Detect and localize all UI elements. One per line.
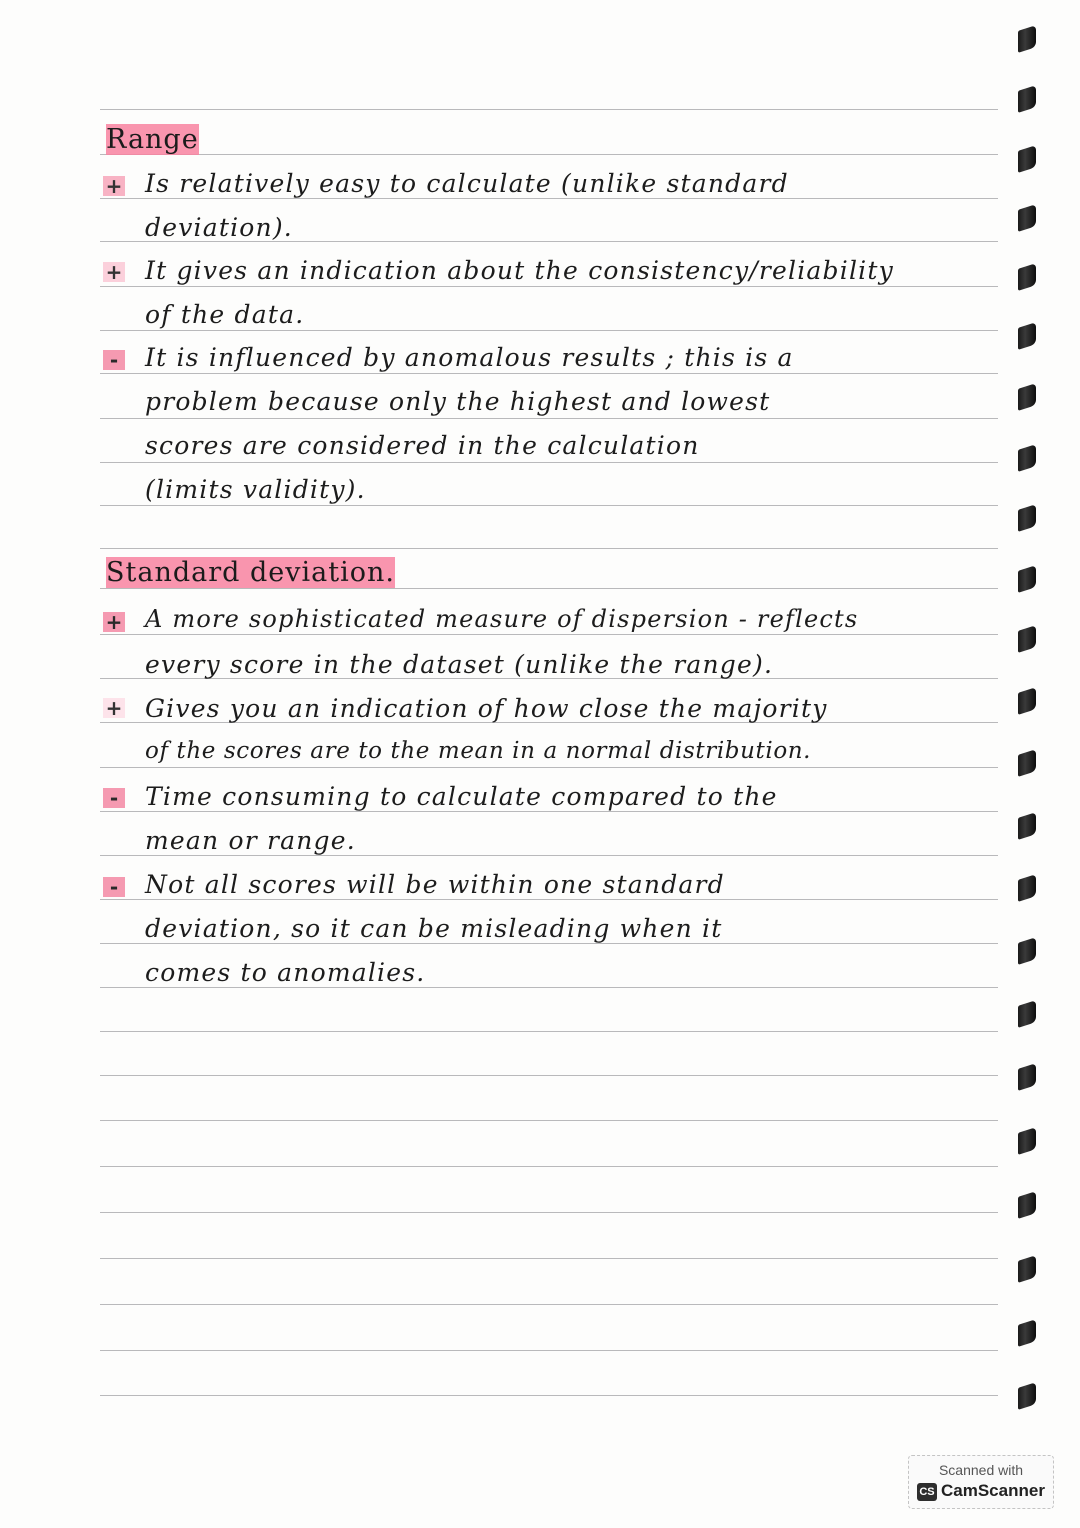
bullet-line: deviation, so it can be misleading when it	[145, 914, 723, 943]
rule-line	[100, 462, 998, 463]
bullet-line: mean or range.	[145, 826, 356, 855]
rule-line	[100, 373, 998, 374]
rule-line	[100, 1258, 998, 1259]
plus-marker: +	[103, 262, 125, 282]
minus-marker: -	[103, 877, 125, 897]
rule-line	[100, 1212, 998, 1213]
bullet-line: of the scores are to the mean in a normal distribution.	[145, 738, 812, 764]
scanner-watermark	[908, 1455, 1054, 1509]
rule-line	[100, 198, 998, 199]
bullet-line: It gives an indication about the consistency/reliability	[145, 256, 894, 285]
rule-line	[100, 330, 998, 331]
spiral-ring	[1018, 85, 1036, 113]
spiral-ring	[1018, 263, 1036, 291]
watermark-caption: Scanned with	[938, 1462, 1024, 1478]
spiral-ring	[1018, 749, 1036, 777]
bullet-line: It is influenced by anomalous results ; this is a	[145, 343, 794, 372]
rule-line	[100, 1120, 998, 1121]
spiral-ring	[1018, 1000, 1036, 1028]
bullet-line: Gives you an indication of how close the majority	[145, 694, 828, 723]
rule-line	[100, 767, 998, 768]
bullet-line: Is relatively easy to calculate (unlike standard	[145, 169, 789, 198]
spiral-ring	[1018, 444, 1036, 472]
spiral-ring	[1018, 565, 1036, 593]
bullet-line: deviation).	[145, 213, 293, 242]
camscanner-logo-icon: CS	[917, 1483, 937, 1501]
rule-line	[100, 418, 998, 419]
minus-marker: -	[103, 350, 125, 370]
plus-marker: +	[103, 698, 125, 718]
plus-marker: +	[103, 612, 125, 632]
rule-line	[100, 505, 998, 506]
plus-marker: +	[103, 176, 125, 196]
rule-line	[100, 943, 998, 944]
rule-line	[100, 899, 998, 900]
bullet-line: Time consuming to calculate compared to the	[145, 782, 778, 811]
heading-text: Standard deviation.	[106, 557, 395, 588]
bullet-line: Not all scores will be within one standard	[145, 870, 725, 899]
spiral-ring	[1018, 937, 1036, 965]
spiral-ring	[1018, 1063, 1036, 1091]
spiral-ring	[1018, 1127, 1036, 1155]
spiral-ring	[1018, 1255, 1036, 1283]
section-heading	[102, 557, 399, 588]
spiral-ring	[1018, 812, 1036, 840]
rule-line	[100, 109, 998, 110]
spiral-ring	[1018, 625, 1036, 653]
rule-line	[100, 286, 998, 287]
spiral-ring	[1018, 1191, 1036, 1219]
spiral-ring	[1018, 145, 1036, 173]
minus-marker: -	[103, 788, 125, 808]
rule-line	[100, 1031, 998, 1032]
bullet-line: of the data.	[145, 300, 305, 329]
spiral-ring	[1018, 1319, 1036, 1347]
rule-line	[100, 548, 998, 549]
rule-line	[100, 1350, 998, 1351]
bullet-line: (limits validity).	[145, 475, 366, 504]
rule-line	[100, 1075, 998, 1076]
heading-text: Range	[106, 124, 199, 155]
spiral-ring	[1018, 322, 1036, 350]
rule-line	[100, 811, 998, 812]
rule-line	[100, 987, 998, 988]
spiral-ring	[1018, 504, 1036, 532]
rule-line	[100, 1304, 998, 1305]
rule-line	[100, 588, 998, 589]
spiral-ring	[1018, 874, 1036, 902]
spiral-ring	[1018, 25, 1036, 53]
rule-line	[100, 634, 998, 635]
bullet-line: A more sophisticated measure of dispersion - reflects	[145, 605, 859, 633]
bullet-line: comes to anomalies.	[145, 958, 426, 987]
watermark-brand: CamScanner	[941, 1481, 1045, 1500]
bullet-line: scores are considered in the calculation	[145, 431, 700, 460]
bullet-line: problem because only the highest and lowest	[145, 387, 771, 416]
rule-line	[100, 1166, 998, 1167]
rule-line	[100, 1395, 998, 1396]
spiral-ring	[1018, 1382, 1036, 1410]
spiral-ring	[1018, 383, 1036, 411]
bullet-line: every score in the dataset (unlike the range).	[145, 650, 774, 679]
section-heading	[102, 124, 203, 155]
rule-line	[100, 855, 998, 856]
spiral-ring	[1018, 687, 1036, 715]
rule-line	[100, 154, 998, 155]
spiral-ring	[1018, 204, 1036, 232]
